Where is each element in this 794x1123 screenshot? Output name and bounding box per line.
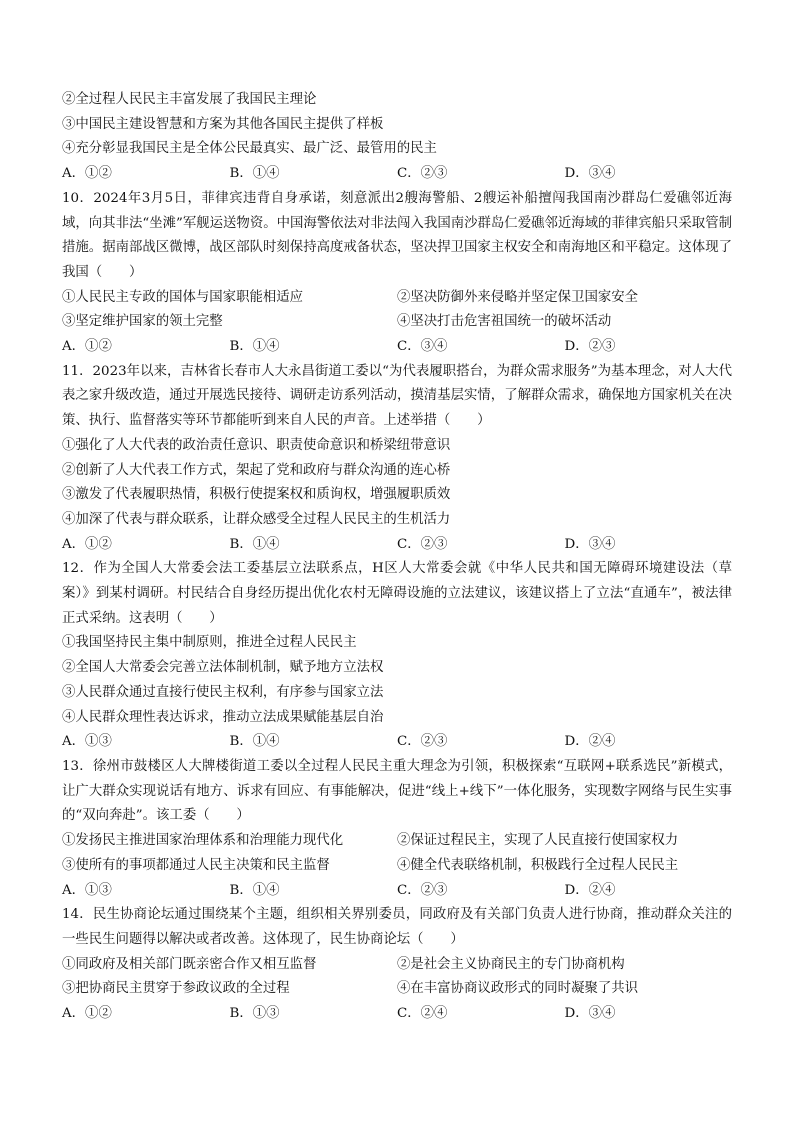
choice-c[interactable]: C．②③ [397, 166, 448, 182]
question-stem: 14．民生协商论坛通过围绕某个主题，组织相关界别委员，同政府及有关部门负责人进行协商，推动群众关注的一些民生问题得以解决或者改善。这体现了，民生协商论坛（ ） [62, 907, 732, 947]
option-3: ③把协商民主贯穿于参政议政的全过程 [62, 981, 290, 997]
choice-c[interactable]: C．②④ [397, 1006, 448, 1022]
choice-c[interactable]: C．②③ [397, 536, 448, 552]
answer-choices [62, 730, 732, 755]
choice-b[interactable]: B．①④ [229, 339, 280, 355]
choice-d[interactable]: D．②③ [564, 339, 616, 355]
choice-c[interactable]: C．②③ [397, 734, 448, 750]
choice-d[interactable]: D．②④ [564, 734, 616, 750]
option-3: ③人民群众通过直接行使民主权利，有序参与国家立法 [62, 684, 384, 700]
choice-a[interactable]: A．①② [62, 166, 112, 182]
choice-a[interactable]: A．①③ [62, 882, 112, 898]
question-stem: 13．徐州市鼓楼区人大牌楼街道工委以全过程人民民主重大理念为引领，积极探索“互联网+联系选民”新模式，让广大群众实现说话有地方、诉求有回应、有事能解决，促进“线上+线下”一体化服务，实现数字网络与民生实事的“双向奔赴”。该工委（ ） [62, 758, 732, 824]
answer-choices [62, 162, 732, 187]
q9-tail [62, 88, 732, 187]
option-3: ③使所有的事项都通过人民主决策和民主监督 [62, 857, 330, 873]
option-line: ④充分彰显我国民主是全体公民最真实、最广泛、最管用的民主 [62, 141, 437, 157]
question-13 [62, 755, 732, 903]
option-3: ③激发了代表履职热情，积极行使提案权和质询权，增强履职质效 [62, 487, 451, 503]
option-4: ④健全代表联络机制，积极践行全过程人民民主 [397, 857, 679, 873]
option-row [62, 310, 732, 335]
question-14 [62, 903, 732, 1027]
option-row [62, 286, 732, 311]
question-stem: 10．2024年3月5日，菲律宾违背自身承诺，刻意派出2艘海警船、2艘运补船擅闯我国南沙群岛仁爱礁邻近海域，向其非法“坐滩”军舰运送物资。中国海警依法对非法闯入我国南沙群岛仁爱礁邻近海域的菲律宾船只采取管制措施。据南部战区微博，战区部队时刻保持高度戒备状态，坚决捍卫国家主权安全和南海地区和平稳定。这体现了我国（ ） [62, 190, 732, 280]
choice-b[interactable]: B．①④ [229, 882, 280, 898]
option-row [62, 953, 732, 978]
option-1: ①我国坚持民主集中制原则，推进全过程人民民主 [62, 635, 357, 651]
choice-d[interactable]: D．③④ [564, 536, 616, 552]
option-2: ②是社会主义协商民主的专门协商机构 [397, 956, 625, 972]
choice-a[interactable]: A．①② [62, 536, 112, 552]
choice-b[interactable]: B．①④ [229, 536, 280, 552]
choice-c[interactable]: C．③④ [397, 339, 448, 355]
option-line: ②全过程人民民主丰富发展了我国民主理论 [62, 92, 317, 107]
option-2: ②坚决防御外来侵略并坚定保卫国家安全 [397, 289, 639, 305]
exam-page [62, 88, 732, 1027]
question-stem: 11．2023年以来，吉林省长春市人大永昌街道工委以“为代表履职搭台，为群众需求服务”为基本理念，对人大代表之家升级改造，通过开展选民接待、调研走访系列活动，摸清基层实情，了解群众需求，确保地方国家机关在决策、执行、监督落实等环节都能听到来自人民的声音。上述举措（ ） [62, 363, 732, 429]
option-4: ④加深了代表与群众联系，让群众感受全过程人民民主的生机活力 [62, 511, 451, 527]
option-4: ④人民群众理性表达诉求，推动立法成果赋能基层自治 [62, 709, 384, 725]
option-4: ④在丰富协商议政形式的同时凝聚了共识 [397, 981, 639, 997]
choice-d[interactable]: D．②④ [564, 882, 616, 898]
choice-d[interactable]: D．③④ [564, 166, 616, 182]
choice-a[interactable]: A．①② [62, 339, 112, 355]
answer-choices [62, 533, 732, 558]
choice-a[interactable]: A．①③ [62, 734, 112, 750]
answer-choices [62, 335, 732, 360]
option-1: ①同政府及相关部门既亲密合作又相互监督 [62, 956, 317, 972]
option-3: ③坚定维护国家的领土完整 [62, 314, 223, 330]
choice-a[interactable]: A．①② [62, 1006, 112, 1022]
answer-choices [62, 879, 732, 904]
option-2: ②创新了人大代表工作方式，架起了党和政府与群众沟通的连心桥 [62, 462, 451, 478]
option-1: ①人民民主专政的国体与国家职能相适应 [62, 289, 304, 305]
option-4: ④坚决打击危害祖国统一的破坏活动 [397, 314, 612, 330]
choice-c[interactable]: C．②③ [397, 882, 448, 898]
option-2: ②全国人大常委会完善立法体制机制，赋予地方立法权 [62, 660, 384, 676]
question-12 [62, 557, 732, 755]
option-2: ②保证过程民主，实现了人民直接行使国家权力 [397, 833, 679, 849]
option-line: ③中国民主建设智慧和方案为其他各国民主提供了样板 [62, 116, 384, 132]
option-row [62, 854, 732, 879]
question-10 [62, 187, 732, 360]
choice-d[interactable]: D．③④ [564, 1006, 616, 1022]
option-row [62, 829, 732, 854]
answer-choices [62, 1002, 732, 1027]
choice-b[interactable]: B．①④ [229, 166, 280, 182]
choice-b[interactable]: B．①③ [229, 1006, 280, 1022]
question-11 [62, 360, 732, 558]
option-row [62, 977, 732, 1002]
option-1: ①强化了人大代表的政治责任意识、职责使命意识和桥梁纽带意识 [62, 437, 451, 453]
choice-b[interactable]: B．①④ [229, 734, 280, 750]
question-stem: 12．作为全国人大常委会法工委基层立法联系点，H区人大常委会就《中华人民共和国无障碍环境建设法（草案）》到某村调研。村民结合自身经历提出优化农村无障碍设施的立法建议，该建议搭上了立法“直通车”，被法律正式采纳。这表明（ ） [62, 561, 732, 626]
option-1: ①发扬民主推进国家治理体系和治理能力现代化 [62, 833, 344, 849]
